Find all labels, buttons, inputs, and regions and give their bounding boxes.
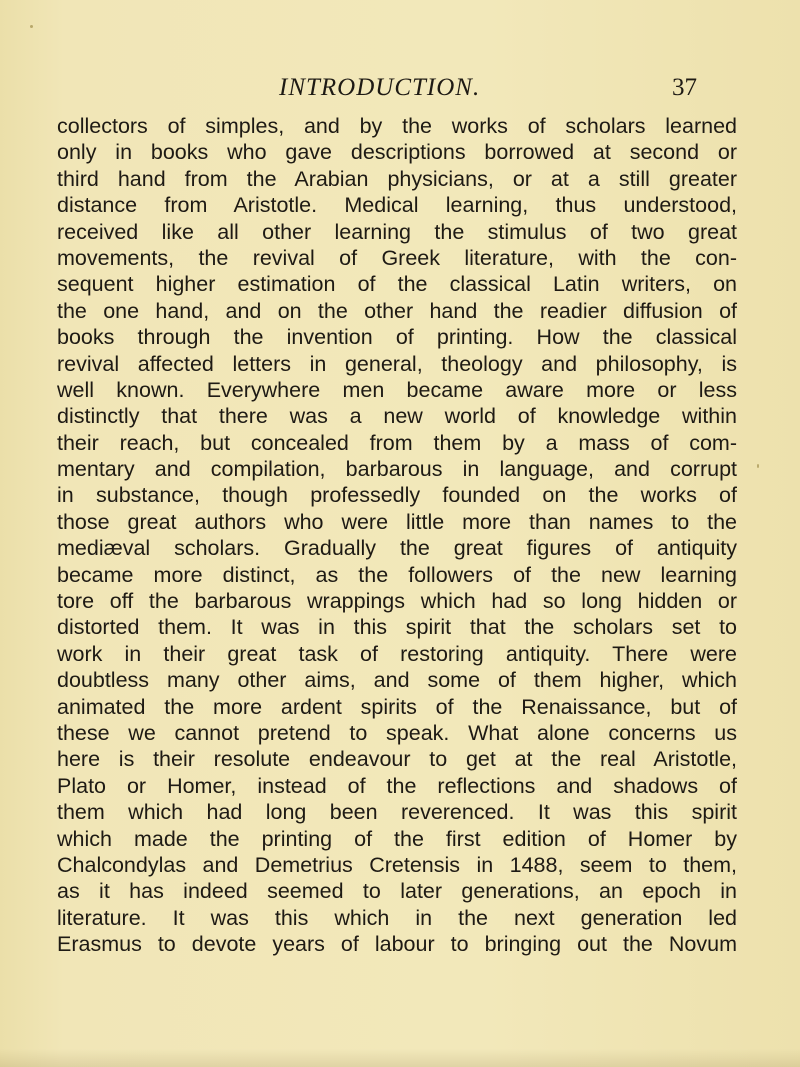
text-line: as it has indeed seemed to later generations, an epoch in (57, 879, 737, 904)
text-line: received like all other learning the stimulus of two great (57, 219, 737, 244)
paper-speck (30, 25, 33, 28)
text-line: literature. It was this which in the next generation led (57, 905, 737, 930)
text-line: Plato or Homer, instead of the reflections and shadows of (57, 773, 737, 798)
page-header (0, 74, 800, 110)
text-line: books through the invention of printing. How the classical (57, 325, 737, 350)
text-line: tore off the barbarous wrappings which had so long hidden or (57, 589, 737, 614)
text-line: Chalcondylas and Demetrius Cretensis in 1488, seem to them, (57, 852, 737, 877)
page-number: 37 (672, 74, 697, 101)
text-line: revival affected letters in general, theology and philosophy, is (57, 351, 737, 376)
text-line: them which had long been reverenced. It was this spirit (57, 800, 737, 825)
body-text (57, 113, 737, 958)
text-line: work in their great task of restoring antiquity. There were (57, 641, 737, 666)
text-line: third hand from the Arabian physicians, or at a still greater (57, 166, 737, 191)
text-line: here is their resolute endeavour to get at the real Aristotle, (57, 747, 737, 772)
text-line: Erasmus to devote years of labour to bringing out the Novum (57, 932, 737, 957)
text-line: only in books who gave descriptions borrowed at second or (57, 140, 737, 165)
text-line: movements, the revival of Greek literature, with the con- (57, 245, 737, 270)
text-line: mentary and compilation, barbarous in language, and corrupt (57, 457, 737, 482)
text-line: in substance, though professedly founded on the works of (57, 483, 737, 508)
text-line: the one hand, and on the other hand the readier diffusion of (57, 298, 737, 323)
text-line: their reach, but concealed from them by a mass of com- (57, 430, 737, 455)
text-line: distance from Aristotle. Medical learning, thus understood, (57, 193, 737, 218)
paper-speck (757, 464, 759, 468)
text-line: those great authors who were little more than names to the (57, 509, 737, 534)
text-line: these we cannot pretend to speak. What alone concerns us (57, 720, 737, 745)
text-line: became more distinct, as the followers of the new learning (57, 562, 737, 587)
text-line: mediæval scholars. Gradually the great figures of antiquity (57, 536, 737, 561)
running-title: INTRODUCTION. (279, 74, 481, 101)
text-line: well known. Everywhere men became aware more or less (57, 377, 737, 402)
text-line: collectors of simples, and by the works of scholars learned (57, 114, 737, 138)
text-line: animated the more ardent spirits of the Renaissance, but of (57, 694, 737, 719)
text-line: distorted them. It was in this spirit that the scholars set to (57, 615, 737, 640)
text-line: which made the printing of the first edition of Homer by (57, 826, 737, 851)
text-line: doubtless many other aims, and some of them higher, which (57, 668, 737, 693)
text-line: sequent higher estimation of the classical Latin writers, on (57, 272, 737, 297)
page-bottom-edge (0, 1049, 800, 1067)
text-line: distinctly that there was a new world of knowledge within (57, 404, 737, 429)
